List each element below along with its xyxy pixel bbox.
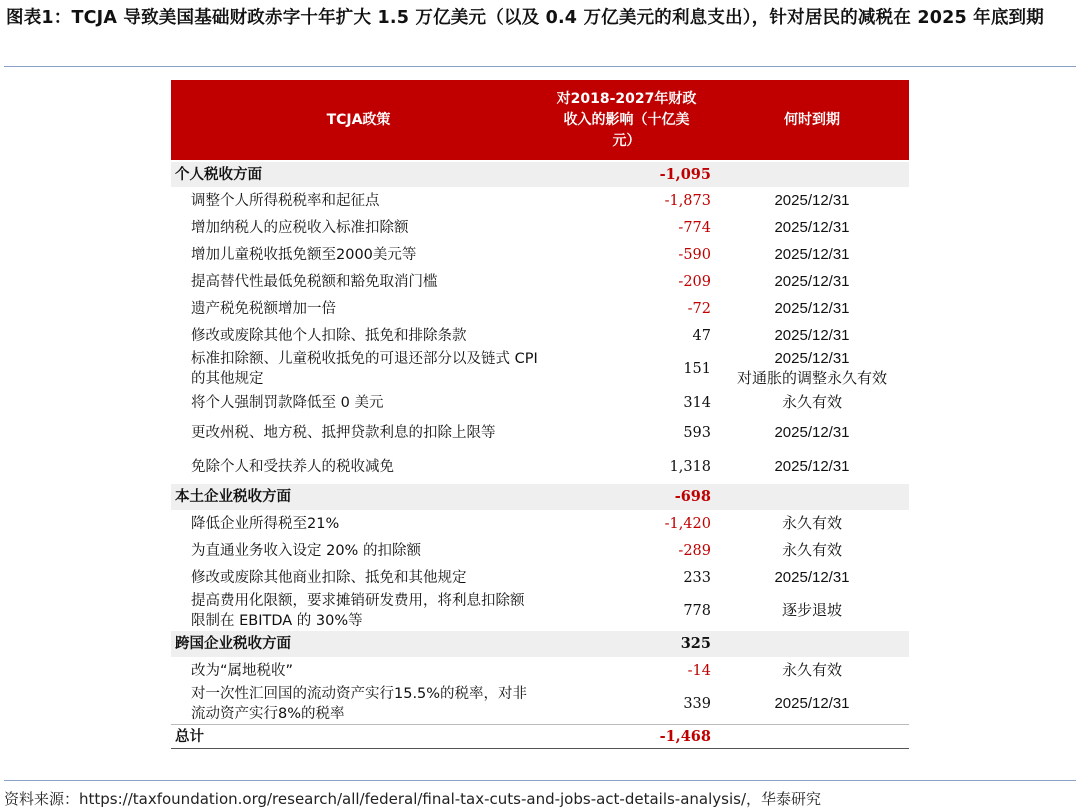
expiry-date xyxy=(715,657,909,684)
expiry-line: 2025/12/31 xyxy=(774,218,850,236)
source-note: 资料来源：https://taxfoundation.org/research/all/federal/final-tax-cuts-and-jobs-act-details-analysis/，华泰研究 xyxy=(4,790,822,808)
table-row xyxy=(171,322,909,349)
expiry-date xyxy=(715,684,909,725)
expiry-date xyxy=(715,187,909,214)
impact-value: 47 xyxy=(692,327,711,344)
expiry-line: 永久有效 xyxy=(781,514,842,532)
table-row xyxy=(171,349,909,389)
expiry-line: 永久有效 xyxy=(781,661,842,679)
table-row xyxy=(171,684,909,725)
section-row xyxy=(171,161,909,187)
expiry-line: 2025/12/31 xyxy=(774,350,850,367)
policy-label: 为直通业务收入设定 20% 的扣除额 xyxy=(191,542,421,559)
total-row xyxy=(171,725,909,749)
expiry-date xyxy=(715,537,909,564)
policy-label: 调整个人所得税税率和起征点 xyxy=(191,192,380,209)
total-label: 总计 xyxy=(171,725,546,749)
policy-label: 标准扣除额、儿童税收抵免的可退还部分以及链式 CPI 的其他规定 xyxy=(191,351,538,387)
policy-label: 提高费用化限额，要求摊销研发费用，将利息扣除额限制在 EBITDA 的 30%等 xyxy=(191,593,525,629)
tcja-policy-table xyxy=(171,80,909,749)
impact-value: -1,873 xyxy=(664,192,711,209)
section-expiry xyxy=(715,161,909,187)
impact-value: 1,318 xyxy=(669,459,711,475)
impact-value: -14 xyxy=(687,662,711,679)
impact-value: -774 xyxy=(678,219,711,236)
impact-value: 778 xyxy=(683,603,711,619)
header-policy: TCJA政策 xyxy=(171,80,546,161)
policy-label: 降低企业所得税至21% xyxy=(191,515,340,532)
title-divider xyxy=(4,66,1076,67)
section-label: 跨国企业税收方面 xyxy=(171,631,546,657)
table-row xyxy=(171,564,909,591)
section-label: 个人税收方面 xyxy=(171,161,546,187)
section-value: -1,095 xyxy=(546,161,715,187)
policy-label: 对一次性汇回国的流动资产实行15.5%的税率，对非流动资产实行8%的税率 xyxy=(191,686,528,722)
impact-value: 339 xyxy=(683,696,711,712)
impact-value: 233 xyxy=(683,569,711,586)
expiry-line: 2025/12/31 xyxy=(774,191,850,209)
section-expiry xyxy=(715,484,909,510)
section-row xyxy=(171,631,909,657)
table-row xyxy=(171,510,909,537)
policy-label: 修改或废除其他个人扣除、抵免和排除条款 xyxy=(191,327,467,344)
total-value: -1,468 xyxy=(546,725,715,749)
policy-label: 改为“属地税收” xyxy=(191,662,294,679)
table-row xyxy=(171,389,909,416)
expiry-line: 2025/12/31 xyxy=(774,245,850,263)
table-row xyxy=(171,591,909,631)
expiry-line: 永久有效 xyxy=(781,541,842,559)
expiry-date xyxy=(715,349,909,389)
policy-label: 免除个人和受扶养人的税收减免 xyxy=(191,459,394,475)
expiry-date xyxy=(715,295,909,322)
expiry-date xyxy=(715,564,909,591)
expiry-date xyxy=(715,214,909,241)
expiry-line: 2025/12/31 xyxy=(774,695,850,712)
policy-label: 遗产税免税额增加一倍 xyxy=(191,300,336,317)
policy-label: 增加儿童税收抵免额至2000美元等 xyxy=(191,246,417,263)
table-row xyxy=(171,657,909,684)
expiry-line: 永久有效 xyxy=(781,393,842,411)
expiry-note: 对通胀的调整永久有效 xyxy=(736,370,887,387)
table-row xyxy=(171,537,909,564)
table-row xyxy=(171,416,909,450)
expiry-date xyxy=(715,241,909,268)
policy-label: 更改州税、地方税、抵押贷款利息的扣除上限等 xyxy=(191,425,496,441)
policy-label: 将个人强制罚款降低至 0 美元 xyxy=(191,394,384,411)
expiry-line: 2025/12/31 xyxy=(774,299,850,317)
table-row xyxy=(171,295,909,322)
expiry-line: 2025/12/31 xyxy=(774,568,850,586)
table-row xyxy=(171,241,909,268)
impact-value: 314 xyxy=(683,394,711,411)
expiry-date xyxy=(715,510,909,537)
impact-value: -289 xyxy=(678,542,711,559)
impact-value: -1,420 xyxy=(664,515,711,532)
expiry-date xyxy=(715,389,909,416)
expiry-date xyxy=(715,268,909,295)
section-expiry xyxy=(715,631,909,657)
expiry-line: 逐步退坡 xyxy=(781,602,842,619)
section-row xyxy=(171,484,909,510)
source-divider xyxy=(4,780,1076,781)
expiry-date xyxy=(715,450,909,484)
impact-value: -590 xyxy=(678,246,711,263)
figure-title: 图表1：TCJA 导致美国基础财政赤字十年扩大 1.5 万亿美元（以及 0.4 万亿美元的利息支出），针对居民的减税在 2025 年底到期 xyxy=(6,8,1044,28)
expiry-date xyxy=(715,416,909,450)
expiry-line: 2025/12/31 xyxy=(774,424,850,441)
policy-label: 提高替代性最低免税额和豁免取消门槛 xyxy=(191,273,438,290)
expiry-date xyxy=(715,322,909,349)
header-expiry: 何时到期 xyxy=(715,80,909,161)
table-header-row xyxy=(171,80,909,161)
section-value: 325 xyxy=(546,631,715,657)
impact-value: -209 xyxy=(678,273,711,290)
expiry-line: 2025/12/31 xyxy=(774,272,850,290)
impact-value: 593 xyxy=(683,425,711,441)
section-value: -698 xyxy=(546,484,715,510)
table-row xyxy=(171,214,909,241)
policy-label: 修改或废除其他商业扣除、抵免和其他规定 xyxy=(191,569,467,586)
table-row xyxy=(171,450,909,484)
policy-label: 增加纳税人的应税收入标准扣除额 xyxy=(191,219,409,236)
table-row xyxy=(171,187,909,214)
impact-value: 151 xyxy=(683,361,711,377)
expiry-date xyxy=(715,591,909,631)
total-expiry xyxy=(715,725,909,749)
table-body xyxy=(171,161,909,749)
impact-value: -72 xyxy=(687,300,711,317)
table-row xyxy=(171,268,909,295)
header-impact: 对2018-2027年财政收入的影响（十亿美元） xyxy=(546,80,715,161)
section-label: 本土企业税收方面 xyxy=(171,484,546,510)
expiry-line: 2025/12/31 xyxy=(774,458,850,475)
expiry-line: 2025/12/31 xyxy=(774,326,850,344)
